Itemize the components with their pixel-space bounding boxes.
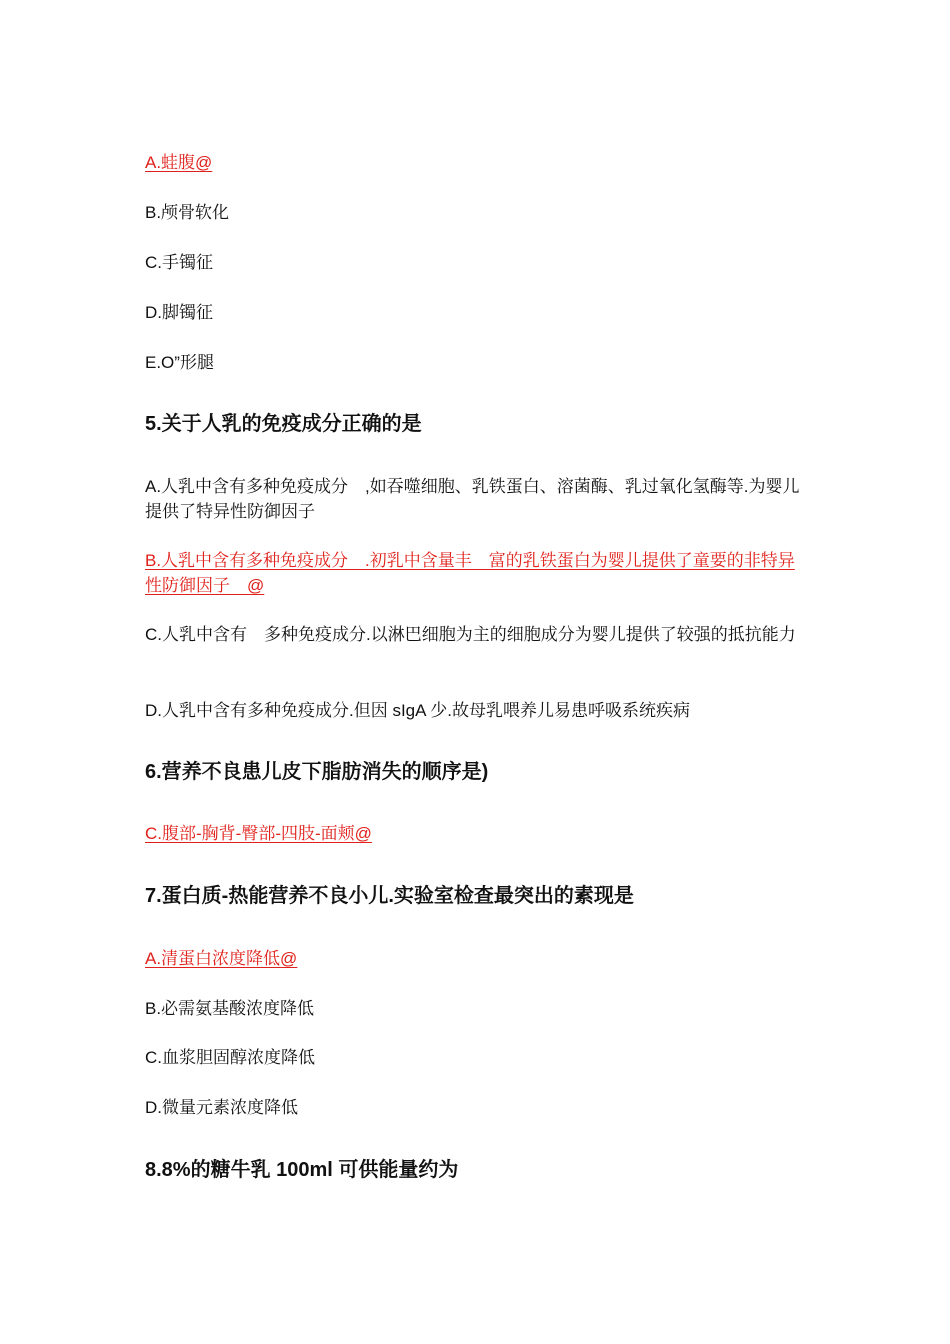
q7-option-b: B.必需氨基酸浓度降低 <box>145 999 315 1018</box>
q7-option-a: A.清蛋白浓度降低@ <box>145 949 298 968</box>
q6-option-c: C.腹部-胸背-臀部-四肢-面颊@ <box>145 824 372 843</box>
q4-option-c: C.手镯征 <box>145 253 213 272</box>
q5-option-c: C.人乳中含有 多种免疫成分.以淋巴细胞为主的细胞成分为婴儿提供了较强的抵抗能力 <box>145 625 796 644</box>
q5-option-d: D.人乳中含有多种免疫成分.但因 sIgA 少.故母乳喂养儿易患呼吸系统疾病 <box>145 701 690 720</box>
q6-title: 6.营养不良患儿皮下脂肪消失的顺序是) <box>145 761 489 783</box>
q4-option-e: E.O”形腿 <box>145 353 214 372</box>
q4-option-b: B.颅骨软化 <box>145 203 230 222</box>
q7-option-c: C.血浆胆固醇浓度降低 <box>145 1048 315 1067</box>
q8-title: 8.8%的糖牛乳 100ml 可供能量约为 <box>145 1159 459 1181</box>
q5-option-b: B.人乳中含有多种免疫成分 .初乳中含量丰 富的乳铁蛋白为婴儿提供了童要的非特异性防御因子 @ <box>145 551 795 595</box>
q5-option-a: A.人乳中含有多种免疫成分 ,如吞噬细胞、乳铁蛋白、溶菌酶、乳过氧化氢酶等.为婴儿提供了特异性防御因子 <box>145 477 800 521</box>
q7-title: 7.蛋白质-热能营养不良小儿.实验室检查最突出的素现是 <box>145 885 634 907</box>
q7-option-d: D.微量元素浓度降低 <box>145 1098 298 1117</box>
q4-option-a: A.蛙腹@ <box>145 153 213 172</box>
q4-option-d: D.脚镯征 <box>145 303 213 322</box>
q5-title: 5.关于人乳的免疫成分正确的是 <box>145 413 422 435</box>
